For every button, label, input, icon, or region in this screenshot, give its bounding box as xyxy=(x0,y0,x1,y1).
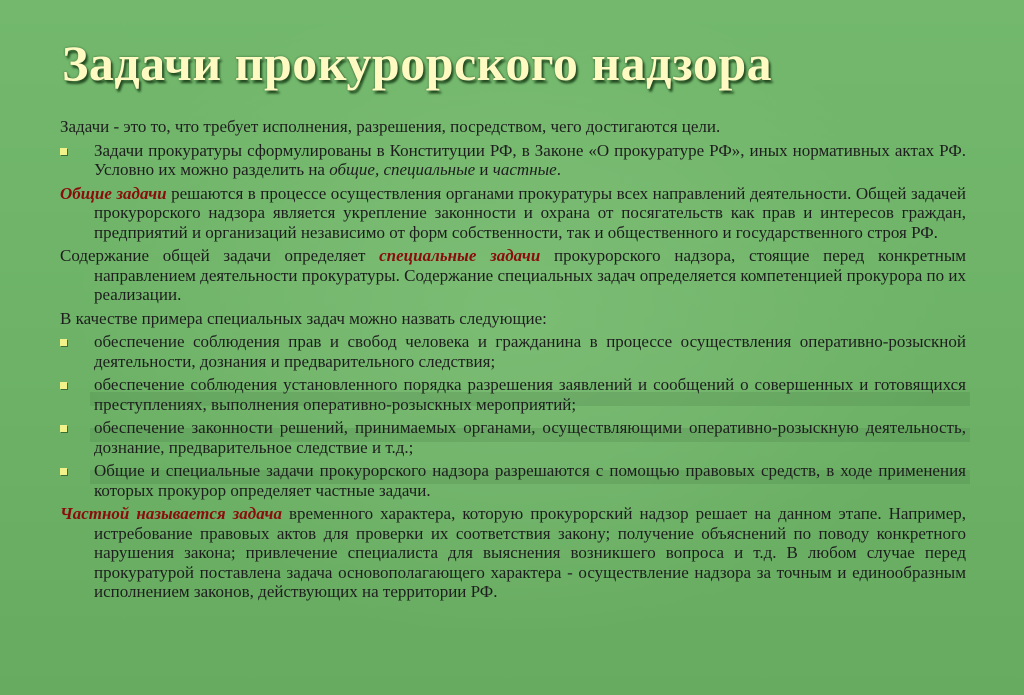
example-item xyxy=(60,375,966,414)
intro-paragraph: Задачи - это то, что требует исполнения, разрешения, посредством, чего достигаются цели. xyxy=(60,117,721,136)
example-text: обеспечение соблюдения прав и свобод человека и гражданина в процессе осуществления оперативно-розыскной деятельности, дознания и предварительного следствия; xyxy=(94,332,966,371)
constitution-conjunction: и xyxy=(475,160,493,179)
example-text: обеспечение законности решений, принимаемых органами, осуществляющими оперативно-розыскную деятельность, дознание, предварительное следствие и т.д.; xyxy=(94,418,966,457)
special-tasks-after: прокурорского надзора, стоящие перед конкретным направлением деятельности прокуратуры. Содержание специальных задач определяется компетенцией прокурора по их реализации. xyxy=(94,246,966,304)
special-tasks-paragraph xyxy=(60,246,966,305)
general-tasks-text: решаются в процессе осуществления органами прокуратуры всех направлений деятельности. Общей задачей прокурорского надзора является укрепление законности и охрана от посягательств как прав и интересов граждан, предприятий и организаций независимо от форм собственности, так и общественного и государственного строя РФ. xyxy=(94,183,966,242)
bullet-icon xyxy=(60,425,67,432)
private-tasks-text: временного характера, которую прокурорский надзор решает на данном этапе. Например, истребование правовых актов для проверки их соответствия закону; получение объяснений по поводу конкретного нарушения закона; привлечение специалиста для выяснения возникшего вопроса и т.д. В любом случае перед прокуратурой поставлена задача основополагающего характера - осуществление надзора за точным и единообразным исполнением законов, действующих на территории РФ. xyxy=(94,504,966,601)
private-tasks-paragraph xyxy=(60,504,966,602)
example-text: обеспечение соблюдения установленного порядка разрешения заявлений и сообщений о совершенных и готовящихся преступлениях, выполнения оперативно-розыскных мероприятий; xyxy=(94,375,966,414)
special-tasks-term: специальные задачи xyxy=(379,246,541,265)
bullet-item-constitution xyxy=(60,141,966,180)
slide-body xyxy=(60,117,966,606)
example-text: Общие и специальные задачи прокурорского надзора разрешаются с помощью правовых средств, в ходе применения которых прокурор определяет частные задачи. xyxy=(94,461,966,500)
slide-title: Задачи прокурорского надзора xyxy=(62,35,773,91)
constitution-end: . xyxy=(556,160,561,179)
constitution-term-general-special: общие, специальные xyxy=(329,160,476,179)
constitution-term-private: частные xyxy=(492,160,557,179)
private-tasks-term: Частной называется задача xyxy=(60,504,282,523)
example-item xyxy=(60,418,966,457)
examples-intro: В качестве примера специальных задач можно назвать следующие: xyxy=(60,308,547,328)
bullet-icon xyxy=(60,339,67,346)
bullet-icon xyxy=(60,468,67,475)
general-tasks-paragraph xyxy=(60,184,966,243)
bullet-icon xyxy=(60,382,67,389)
example-item xyxy=(60,461,966,500)
example-item xyxy=(60,332,966,371)
constitution-text: Задачи прокуратуры сформулированы в Конституции РФ, в Законе «О прокуратуре РФ», иных нормативных актах РФ. Условно их можно разделить на xyxy=(94,140,966,179)
special-tasks-before: Содержание общей задачи определяет xyxy=(60,246,380,265)
general-tasks-term: Общие задачи xyxy=(60,183,167,203)
bullet-icon xyxy=(60,148,67,155)
